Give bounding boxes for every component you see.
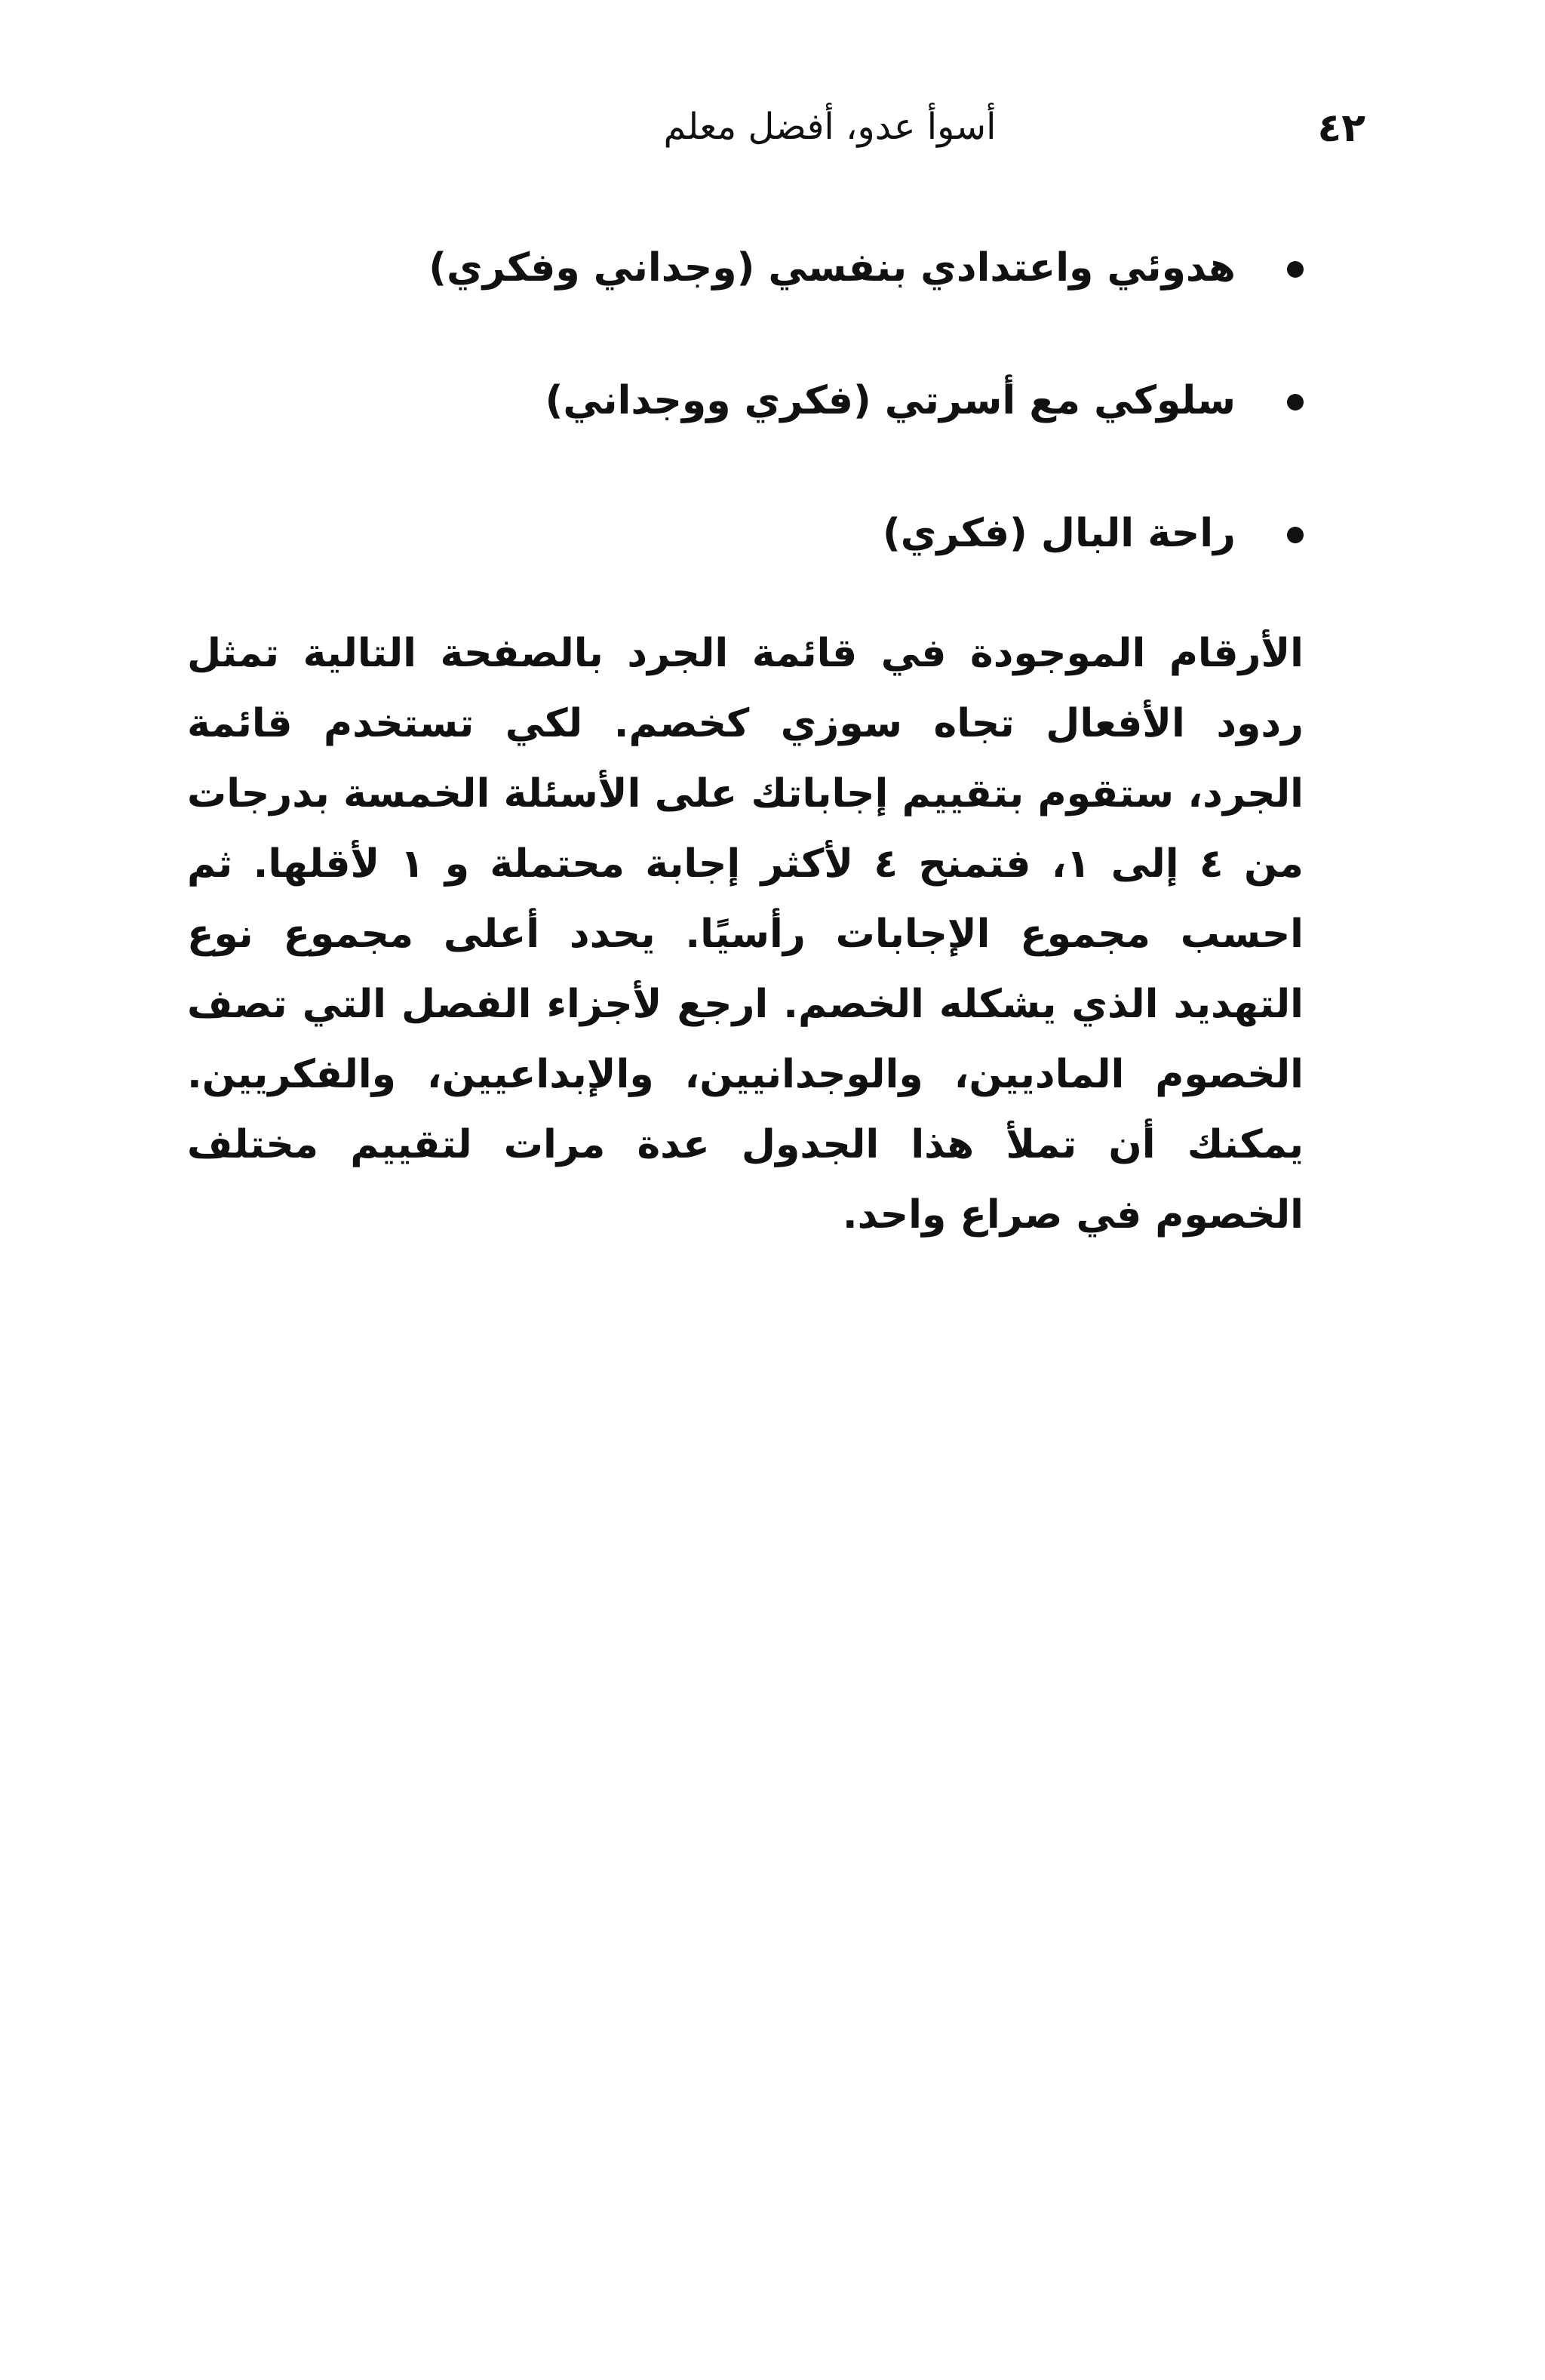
running-header	[174, 106, 1365, 166]
running-title: أسوأ عدو، أفضل معلم	[663, 106, 997, 148]
list-item-text: سلوكي مع أسرتي (فكري ووجداني)	[545, 378, 1236, 423]
list-item	[323, 367, 1304, 435]
bullet-icon	[1287, 394, 1304, 411]
page-number: ٤٢	[1317, 106, 1365, 151]
body-paragraph: الأرقام الموجودة في قائمة الجرد بالصفحة التالية تمثل ردود الأفعال تجاه سوزي كخصم. لكي تستخدم قائمة الجرد، ستقوم بتقييم إجاباتك على الأسئلة الخمسة بدرجات من ٤ إلى ١، فتمنح ٤ لأكثر إجابة محتملة و ١ لأقلها. ثم احسب مجموع الإجابات رأسيًا. يحدد أعلى مجموع نوع التهديد الذي يشكله الخصم. ارجع لأجزاء الفصل التي تصف الخصوم الماديين، والوجدانيين، والإبداعيين، والفكريين. يمكنك أن تملأ هذا الجدول عدة مرات لتقييم مختلف الخصوم في صراع واحد.	[187, 631, 1304, 1238]
bullet-icon	[1287, 261, 1304, 278]
list-item	[323, 234, 1304, 302]
bullet-icon	[1287, 527, 1304, 543]
list-item	[323, 500, 1304, 567]
bullet-list	[323, 234, 1304, 632]
list-item-text: راحة البال (فكري)	[882, 511, 1236, 556]
list-item-text: هدوئي واعتدادي بنفسي (وجداني وفكري)	[428, 245, 1236, 291]
